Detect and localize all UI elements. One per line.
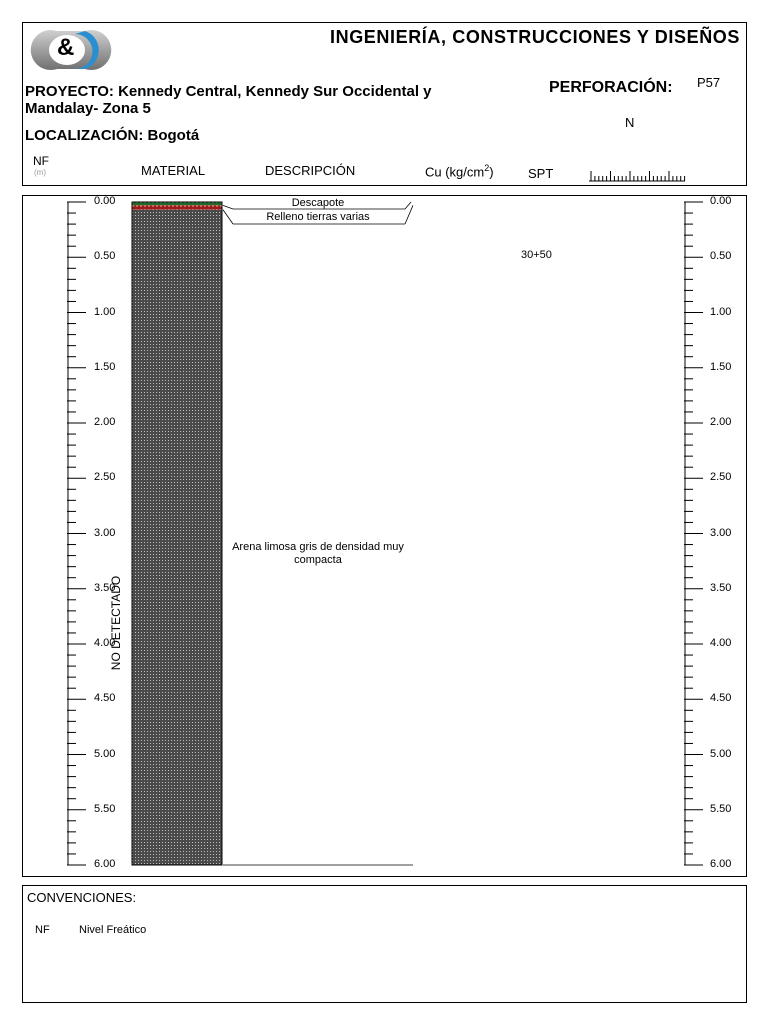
depth-label: 3.50 <box>94 581 116 594</box>
col-cu-sup: 2 <box>484 163 490 173</box>
description-leader-line <box>223 205 233 209</box>
project-value: Kennedy Central, Kennedy Sur Occidental y Mandalay- Zona 5 <box>25 83 432 117</box>
convention-label: Nivel Freático <box>79 924 147 936</box>
depth-label: 3.50 <box>710 581 732 594</box>
depth-label: 0.00 <box>94 195 116 207</box>
company-logo <box>27 25 115 73</box>
col-nf: NF <box>33 154 49 168</box>
material-layer <box>132 205 222 209</box>
spt-scale-ruler <box>589 166 687 182</box>
conventions-title: CONVENCIONES: <box>27 890 137 905</box>
depth-label: 4.50 <box>710 692 732 705</box>
depth-label: 5.50 <box>94 802 116 815</box>
material-layer <box>132 210 222 865</box>
depth-label: 1.00 <box>94 305 116 318</box>
company-name: INGENIERÍA, CONSTRUCCIONES Y DISEÑOS <box>330 27 740 47</box>
col-cu-text: Cu (kg/cm <box>425 164 485 180</box>
depth-label: 6.00 <box>94 858 116 870</box>
col-material: MATERIAL <box>141 163 206 178</box>
depth-label: 3.00 <box>710 526 732 539</box>
layer-description: Arena limosa gris de densidad muy compacta <box>232 541 404 566</box>
perforation-value: P57 <box>697 75 721 90</box>
depth-label: 3.00 <box>94 526 116 539</box>
log-drawing <box>23 196 746 876</box>
col-nf-unit: (m) <box>34 168 46 177</box>
location-label: LOCALIZACIÓN: <box>25 127 144 144</box>
water-table-note: NO DETECTADO <box>109 575 124 671</box>
depth-label: 0.50 <box>710 250 732 263</box>
layer-description: Relleno tierras varias <box>266 211 370 223</box>
depth-label: 1.50 <box>710 360 732 373</box>
conventions-panel <box>22 885 747 1003</box>
depth-label: 1.00 <box>710 305 732 318</box>
depth-label: 0.00 <box>710 195 732 207</box>
location-line <box>25 127 199 144</box>
logo-ampersand: & <box>57 34 75 61</box>
convention-code: NF <box>35 924 50 936</box>
col-description: DESCRIPCIÓN <box>265 163 356 178</box>
description-leader-line <box>405 202 411 209</box>
depth-label: 0.50 <box>94 250 116 263</box>
location-value: Bogotá <box>147 127 200 144</box>
project-line <box>25 83 495 117</box>
depth-label: 2.50 <box>94 471 116 484</box>
depth-label: 2.00 <box>94 416 116 428</box>
spt-value: 30+50 <box>521 249 552 261</box>
depth-label: 1.50 <box>94 360 116 373</box>
layer-description: Descapote <box>291 197 345 209</box>
col-cu-close: ) <box>489 164 494 180</box>
depth-label: 4.00 <box>710 637 732 649</box>
col-spt: SPT <box>528 166 554 181</box>
perforation-label: PERFORACIÓN: <box>549 79 673 96</box>
depth-label: 2.50 <box>710 471 732 484</box>
borehole-log-panel <box>22 195 747 877</box>
description-leader-line <box>223 210 233 224</box>
depth-label: 4.50 <box>94 692 116 705</box>
depth-label: 6.00 <box>710 858 732 870</box>
project-label: PROYECTO: <box>25 83 114 100</box>
col-cu <box>425 163 494 179</box>
header-panel <box>22 22 747 186</box>
depth-label: 5.50 <box>710 802 732 815</box>
depth-label: 5.00 <box>710 747 732 760</box>
depth-label: 5.00 <box>94 747 116 760</box>
depth-label: 4.00 <box>94 637 116 649</box>
depth-label: 2.00 <box>710 416 732 428</box>
n-caption: N <box>625 115 635 130</box>
